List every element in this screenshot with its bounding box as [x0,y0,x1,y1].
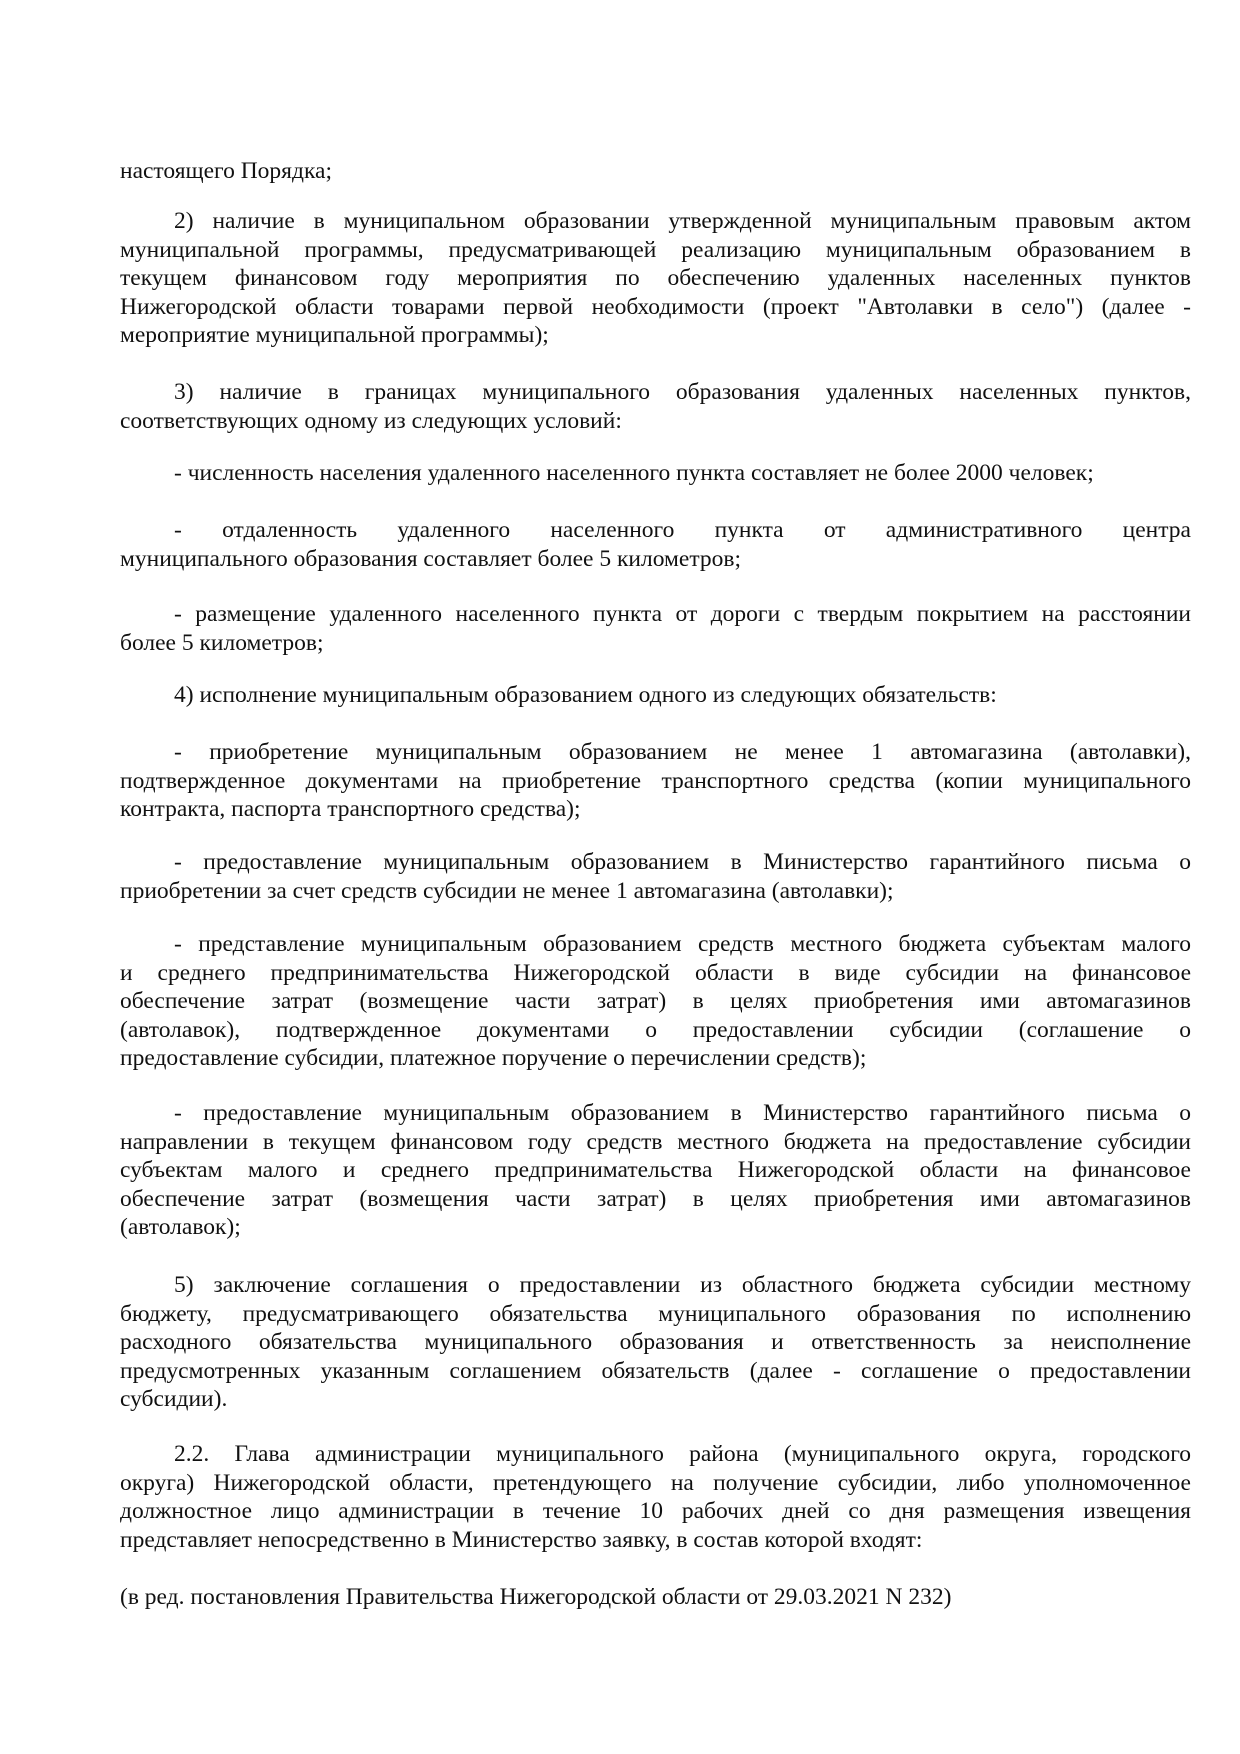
paragraph [120,848,1191,905]
text-line: 4) исполнение муниципальным образованием одного из следующих обязательств: [174,682,997,708]
text-line: (автолавок), подтвержденное документами о предоставлении субсидии (соглашение о [120,1016,1191,1043]
paragraph [120,516,1191,573]
text-line: бюджету, предусматривающего обязательства муниципального образования по исполнению [120,1300,1191,1327]
text-line: настоящего Порядка; [120,158,332,184]
text-line: - представление муниципальным образованием средств местного бюджета субъектам малого [174,931,1191,957]
paragraph [120,459,1191,488]
text-line: направлении в текущем финансовом году средств местного бюджета на предоставление субсидии [120,1128,1191,1155]
paragraph [120,600,1191,657]
paragraph [120,930,1191,1073]
text-line: 2.2. Глава администрации муниципального района (муниципального округа, городского [174,1441,1191,1467]
amendment-note [120,1583,1191,1612]
paragraph [120,1099,1191,1242]
text-line: - приобретение муниципальным образованием не менее 1 автомагазина (автолавки), [174,739,1191,765]
paragraph [120,1271,1191,1414]
text-line: приобретении за счет средств субсидии не менее 1 автомагазина (автолавки); [120,877,894,904]
text-line: - предоставление муниципальным образованием в Министерство гарантийного письма о [174,849,1191,875]
text-line: 3) наличие в границах муниципального образования удаленных населенных пунктов, [174,379,1191,405]
paragraph [120,157,1191,186]
text-line: обеспечение затрат (возмещение части затрат) в целях приобретения ими автомагазинов [120,988,1191,1015]
text-line: предусмотренных указанным соглашением обязательств (далее - соглашение о предоставлении [120,1357,1191,1384]
text-line: расходного обязательства муниципального образования и ответственность за неисполнение [120,1329,1191,1356]
text-line: - отдаленность удаленного населенного пункта от административного центра [174,517,1191,543]
text-line: должностное лицо администрации в течение 10 рабочих дней со дня размещения извещения [120,1498,1191,1525]
text-line: и среднего предпринимательства Нижегородской области в виде субсидии на финансовое [120,959,1191,986]
text-line: (в ред. постановления Правительства Нижегородской области от 29.03.2021 N 232) [120,1584,952,1610]
paragraph [120,738,1191,824]
text-line: муниципальной программы, предусматривающей реализацию муниципальным образованием в [120,236,1191,263]
text-line: обеспечение затрат (возмещения части затрат) в целях приобретения ими автомагазинов [120,1185,1191,1212]
text-line: (автолавок); [120,1214,241,1241]
text-line: субсидии). [120,1386,228,1413]
paragraph [120,681,1191,710]
text-line: округа) Нижегородской области, претендующего на получение субсидии, либо уполномоченное [120,1469,1191,1496]
text-line: текущем финансовом году мероприятия по обеспечению удаленных населенных пунктов [120,265,1191,292]
text-line: подтвержденное документами на приобретение транспортного средства (копии муниципального [120,767,1191,794]
text-line: - предоставление муниципальным образованием в Министерство гарантийного письма о [174,1100,1191,1126]
text-line: - размещение удаленного населенного пункта от дороги с твердым покрытием на расстоянии [174,601,1191,627]
text-line: контракта, паспорта транспортного средства); [120,796,581,823]
text-line: более 5 километров; [120,629,324,656]
text-line: предоставление субсидии, платежное поручение о перечислении средств); [120,1045,867,1072]
text-line: - численность населения удаленного населенного пункта составляет не более 2000 человек; [174,460,1094,486]
paragraph [120,378,1191,435]
text-line: 5) заключение соглашения о предоставлении из областного бюджета субсидии местному [174,1272,1191,1298]
text-line: муниципального образования составляет более 5 километров; [120,545,741,572]
text-line: Нижегородской области товарами первой необходимости (проект "Автолавки в село") (далее - [120,293,1191,320]
paragraph [120,207,1191,350]
text-line: мероприятие муниципальной программы); [120,322,549,349]
text-line: 2) наличие в муниципальном образовании утвержденной муниципальным правовым актом [174,208,1191,234]
text-line: субъектам малого и среднего предпринимательства Нижегородской области на финансовое [120,1157,1191,1184]
text-line: соответствующих одному из следующих условий: [120,407,622,434]
paragraph [120,1440,1191,1554]
text-line: представляет непосредственно в Министерство заявку, в состав которой входят: [120,1526,923,1553]
